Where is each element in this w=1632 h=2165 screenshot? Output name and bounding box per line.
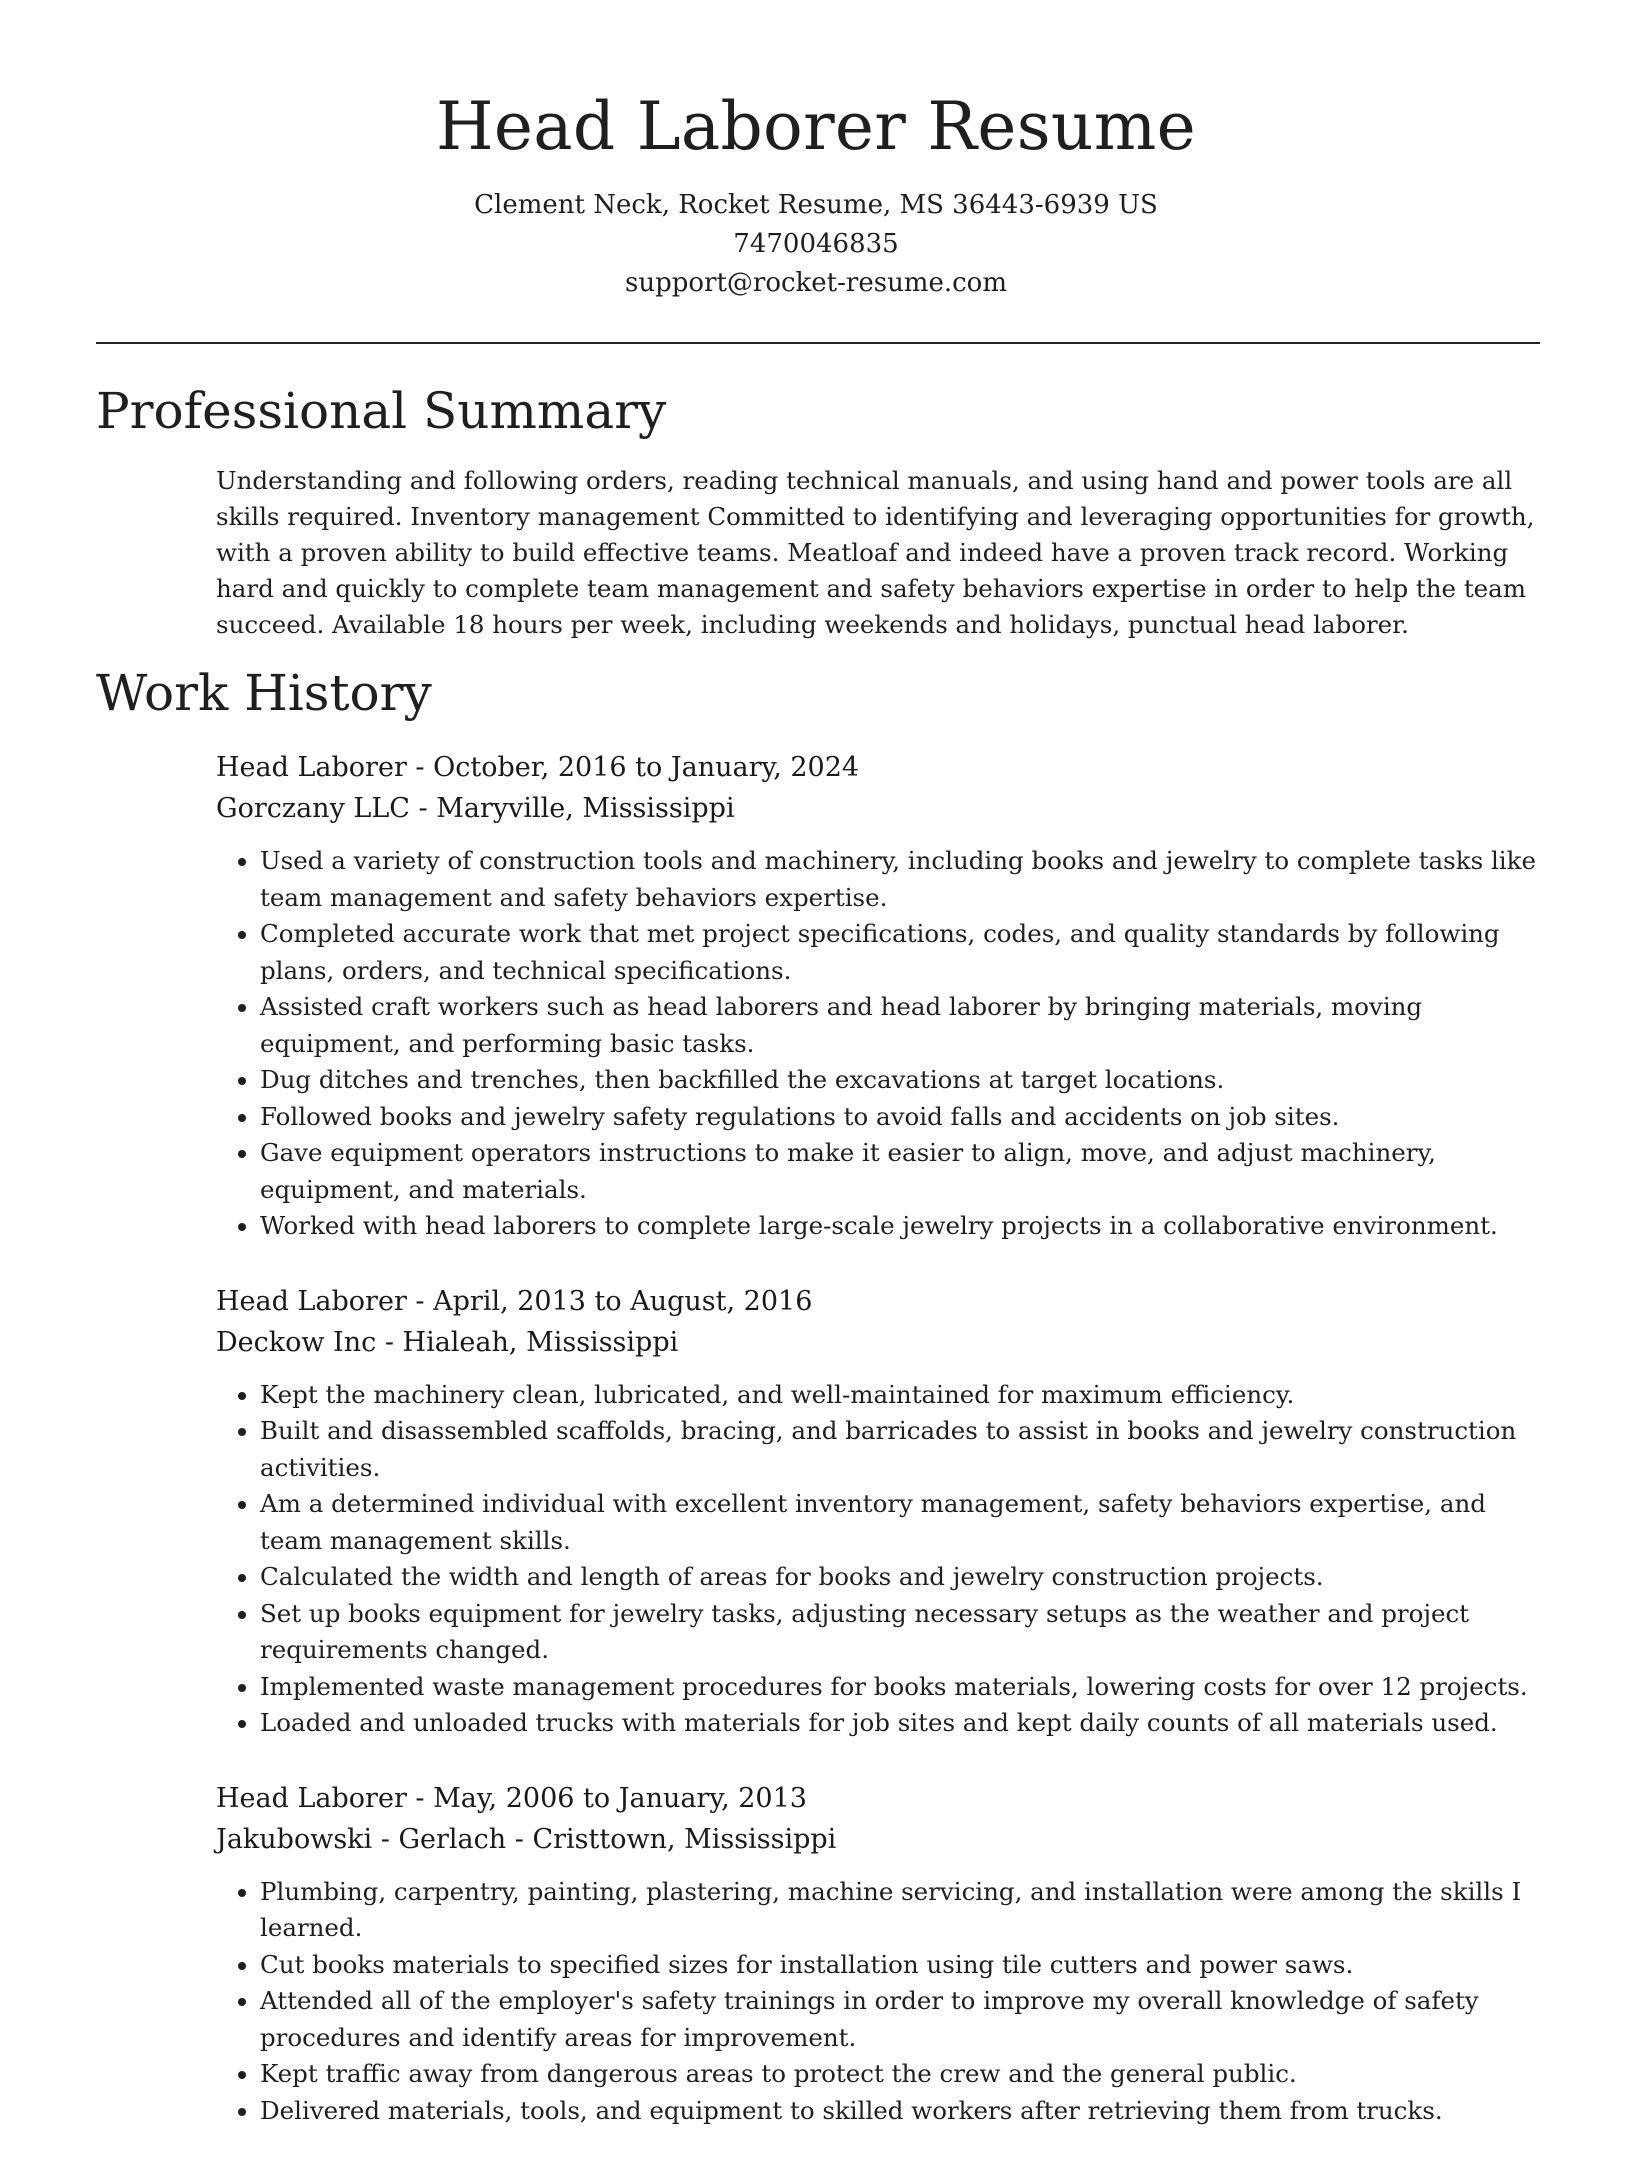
page-title: Head Laborer Resume — [436, 88, 1196, 165]
job-bullet: • Delivered materials, tools, and equipment to skilled workers after retrieving them from trucks. — [260, 2093, 1536, 2130]
job-bullet: • Plumbing, carpentry, painting, plastering, machine servicing, and installation were among the skills I learned. — [260, 1874, 1536, 1947]
contact-address: Clement Neck, Rocket Resume, MS 36443-6939 US — [474, 190, 1158, 220]
job-bullet: • Set up books equipment for jewelry tasks, adjusting necessary setups as the weather and project requirements changed. — [260, 1596, 1536, 1669]
job-bullet: • Attended all of the employer's safety trainings in order to improve my overall knowledge of safety procedures and identify areas for improvement. — [260, 1983, 1536, 2056]
job-bullet: • Dug ditches and trenches, then backfilled the excavations at target locations. — [260, 1062, 1536, 1099]
job-header — [216, 1281, 1536, 1363]
job-bullet-list — [216, 1874, 1536, 2130]
job-company-line: Gorczany LLC - Maryville, Mississippi — [216, 793, 735, 824]
job-bullet-list — [216, 843, 1536, 1245]
job-company-line: Jakubowski - Gerlach - Cristtown, Mississippi — [216, 1823, 837, 1855]
job-bullet: • Worked with head laborers to complete large-scale jewelry projects in a collaborative environment. — [260, 1208, 1536, 1245]
job-bullet: • Calculated the width and length of areas for books and jewelry construction projects. — [260, 1559, 1536, 1596]
job-title-line: Head Laborer - October, 2016 to January, 2024 — [216, 752, 860, 783]
header-divider — [96, 342, 1540, 344]
job-title-line: Head Laborer - May, 2006 to January, 2013 — [216, 1782, 807, 1814]
job-bullet-list — [216, 1377, 1536, 1742]
work-history-list — [216, 747, 1536, 2165]
job-entry — [216, 1778, 1536, 2130]
job-bullet: • Cut books materials to specified sizes for installation using tile cutters and power saws. — [260, 1947, 1536, 1984]
job-bullet: • Used a variety of construction tools and machinery, including books and jewelry to complete tasks like team management and safety behaviors expertise. — [260, 843, 1536, 916]
job-bullet: • Implemented waste management procedures for books materials, lowering costs for over 12 projects. — [260, 1669, 1536, 1706]
summary-text: Understanding and following orders, reading technical manuals, and using hand and power tools are all skills required. Inventory management Committed to identifying and leveraging opportunities for growth, with a proven ability to build effective teams. Meatloaf and indeed have a proven track record. Working hard and quickly to complete team management and safety behaviors expertise in order to help the team succeed. Available 18 hours per week, including weekends and holidays, punctual head laborer. — [216, 466, 1535, 639]
job-bullet: • Kept traffic away from dangerous areas to protect the crew and the general public. — [260, 2056, 1536, 2093]
job-bullet: • Loaded and unloaded trucks with materials for job sites and kept daily counts of all materials used. — [260, 1705, 1536, 1742]
summary-heading: Professional Summary — [96, 382, 667, 440]
contact-block — [0, 186, 1632, 303]
job-header — [216, 747, 1536, 829]
job-bullet: • Gave equipment operators instructions to make it easier to align, move, and adjust machinery, equipment, and materials. — [260, 1135, 1536, 1208]
resume-header — [0, 0, 1632, 303]
job-company-line: Deckow Inc - Hialeah, Mississippi — [216, 1326, 679, 1358]
work-history-heading: Work History — [96, 664, 432, 722]
job-title-line: Head Laborer - April, 2013 to August, 2016 — [216, 1285, 813, 1317]
job-bullet: • Completed accurate work that met project specifications, codes, and quality standards by following plans, orders, and technical specifications. — [260, 916, 1536, 989]
job-bullet: • Am a determined individual with excellent inventory management, safety behaviors expertise, and team management skills. — [260, 1486, 1536, 1559]
contact-email: support@rocket-resume.com — [624, 268, 1007, 298]
job-entry — [216, 1281, 1536, 1742]
job-bullet: • Followed books and jewelry safety regulations to avoid falls and accidents on job sites. — [260, 1099, 1536, 1136]
job-header — [216, 1778, 1536, 1860]
contact-phone: 7470046835 — [733, 229, 899, 259]
job-bullet: • Built and disassembled scaffolds, bracing, and barricades to assist in books and jewelry construction activities. — [260, 1413, 1536, 1486]
job-bullet: • Kept the machinery clean, lubricated, and well-maintained for maximum efficiency. — [260, 1377, 1536, 1414]
job-entry — [216, 747, 1536, 1245]
job-bullet: • Assisted craft workers such as head laborers and head laborer by bringing materials, moving equipment, and performing basic tasks. — [260, 989, 1536, 1062]
